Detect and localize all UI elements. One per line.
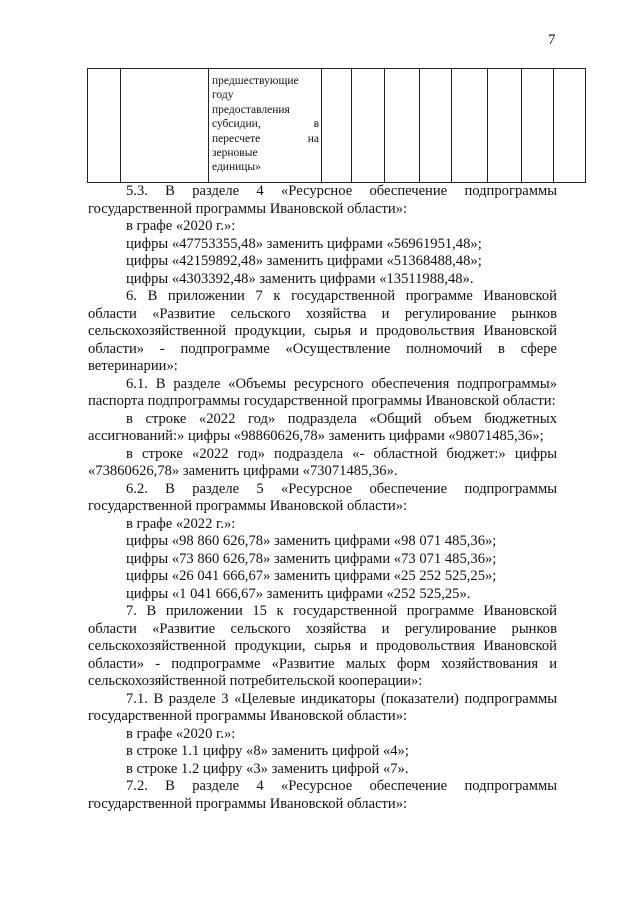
table-cell	[322, 69, 352, 183]
cell-line: году	[212, 89, 234, 102]
cell-line: предоставления	[212, 103, 290, 116]
paragraph-row-1-1: в строке 1.1 цифру «8» заменить цифрой «4»;	[126, 743, 409, 759]
paragraph-row-2022-total: в строке «2022 год» подраздела «Общий объем бюджетных ассигнований:» цифры «98860626,78» заменить цифрами «98071485,36»;	[88, 410, 557, 444]
paragraph-7-1: 7.1. В разделе 3 «Целевые индикаторы (показатели) подпрограммы государственной программы Ивановской области»:	[88, 690, 557, 724]
paragraph-6-1: 6.1. В разделе «Объемы ресурсного обеспечения подпрограммы» паспорта подпрограммы государственной программы Ивановской области:	[88, 375, 557, 409]
paragraph-replace: цифры «73 860 626,78» заменить цифрами «73 071 485,36»;	[126, 550, 497, 567]
paragraph-6: 6. В приложении 7 к государственной программе Ивановской области «Развитие сельского хозяйства и регулирование рынков сельскохозяйственной продукции, сырья и продовольствия Ивановской области» - подпрограмме «Осуществление полномочий в сфере ветеринарии»:	[88, 288, 557, 374]
cell-line-part: в	[313, 118, 319, 131]
cell-line-part: на	[307, 132, 319, 145]
paragraph-7: 7. В приложении 15 к государственной программе Ивановской области «Развитие сельского хозяйства и регулирование рынков сельскохозяйственной продукции, сырья и продовольствия Ивановской области» - подпрограмме «Развитие малых форм хозяйствования и сельскохозяйственной потребительской кооперации»:	[88, 603, 557, 689]
paragraph-column-2020: в графе «2020 г.»:	[126, 725, 236, 742]
paragraph-replace: цифры «98 860 626,78» заменить цифрами «98 071 485,36»;	[126, 533, 497, 549]
paragraph-replace: цифры «1 041 666,67» заменить цифрами «252 525,25».	[126, 585, 471, 602]
cell-line-justified	[212, 132, 319, 146]
table-cell	[522, 69, 554, 183]
paragraph-replace: цифры «26 041 666,67» заменить цифрами «25 252 525,25»;	[126, 568, 497, 584]
cell-line-justified	[212, 117, 319, 131]
continuation-table	[87, 68, 586, 183]
cell-line-part: пересчете	[212, 132, 261, 145]
table-cell	[352, 69, 385, 183]
paragraph-column-2020: в графе «2020 г.»:	[126, 218, 236, 234]
paragraph-replace: цифры «47753355,48» заменить цифрами «56961951,48»;	[126, 235, 482, 252]
paragraph-row-1-2: в строке 1.2 цифру «3» заменить цифрой «7».	[126, 760, 409, 777]
document-body	[88, 183, 557, 813]
page-number: 7	[548, 32, 556, 48]
paragraph-replace: цифры «4303392,48» заменить цифрами «13511988,48».	[126, 270, 474, 287]
cell-line: единицы»	[212, 161, 261, 174]
table-cell	[121, 69, 209, 183]
table-cell	[554, 69, 586, 183]
cell-line-part: субсидии,	[212, 118, 261, 131]
paragraph-replace: цифры «42159892,48» заменить цифрами «51368488,48»;	[126, 253, 482, 269]
paragraph-5-3: 5.3. В разделе 4 «Ресурсное обеспечение подпрограммы государственной программы Ивановской области»:	[88, 183, 557, 217]
paragraph-7-2: 7.2. В разделе 4 «Ресурсное обеспечение подпрограммы государственной программы Ивановской области»:	[88, 778, 557, 812]
table-row	[88, 69, 586, 183]
paragraph-row-2022-regional: в строке «2022 год» подраздела «- областной бюджет:» цифры «73860626,78» заменить цифрами «73071485,36».	[88, 445, 557, 479]
paragraph-6-2: 6.2. В разделе 5 «Ресурсное обеспечение подпрограммы государственной программы Ивановской области»:	[88, 480, 557, 514]
table-cell	[88, 69, 121, 183]
indicator-name-cell	[209, 69, 322, 183]
table-cell	[488, 69, 522, 183]
cell-line: предшествующие	[212, 75, 299, 87]
table-cell	[385, 69, 420, 183]
cell-line: зерновые	[212, 147, 258, 160]
table-cell	[420, 69, 452, 183]
table-cell	[452, 69, 488, 183]
paragraph-column-2022: в графе «2022 г.»:	[126, 515, 236, 532]
